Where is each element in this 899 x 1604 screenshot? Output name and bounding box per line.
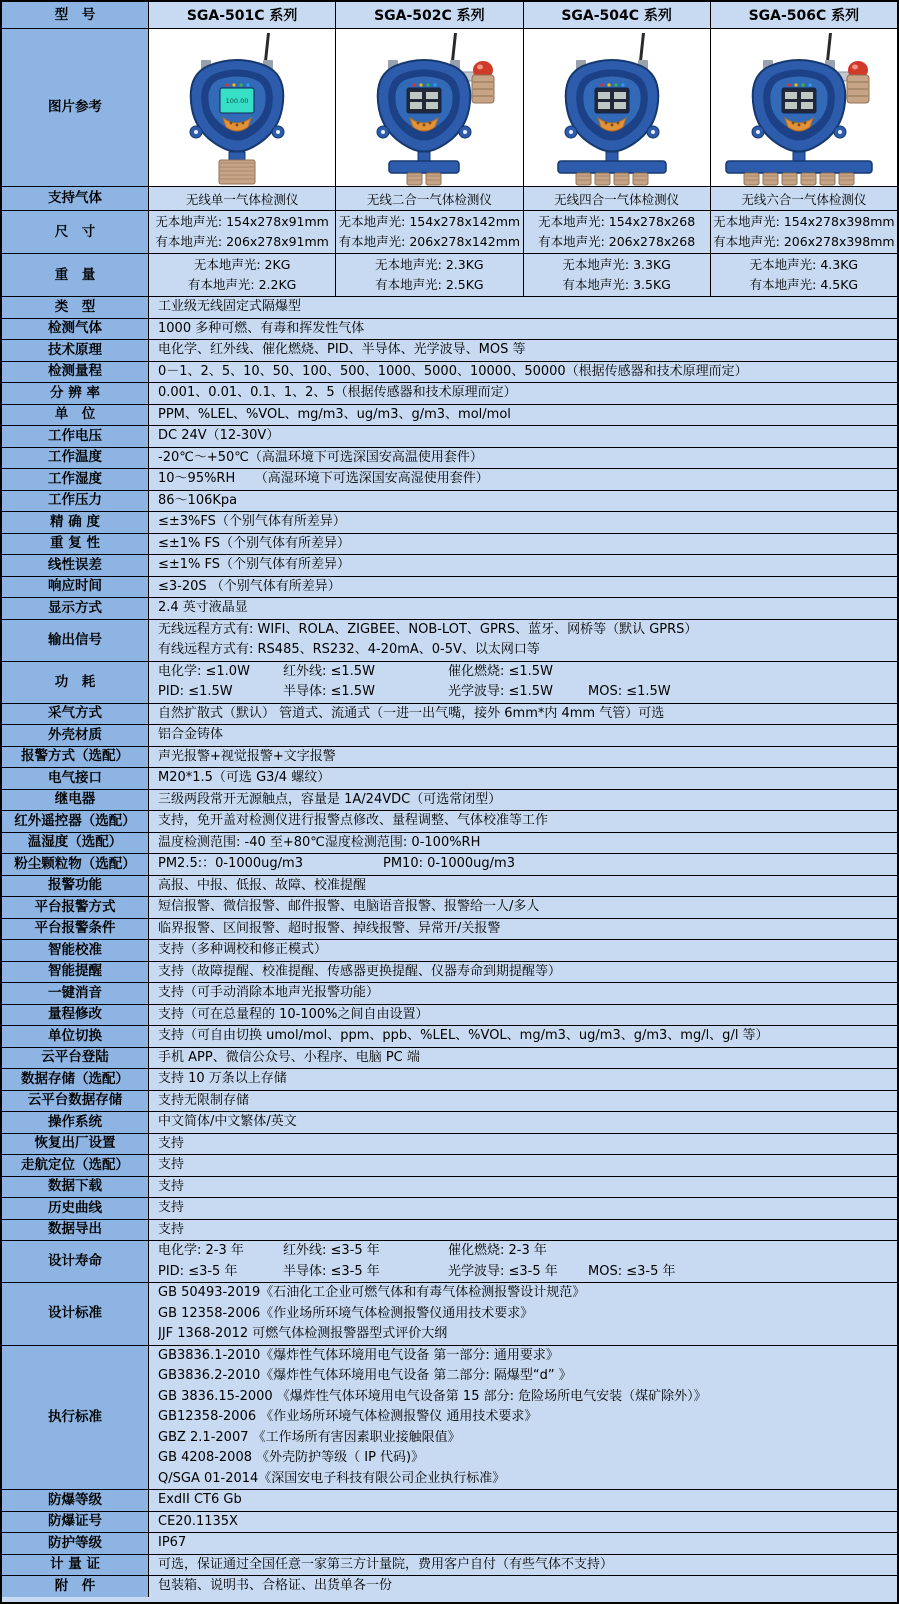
value-line: ≤±1% FS（个别气体有所差异） xyxy=(158,557,351,572)
spec-row xyxy=(2,1555,897,1577)
value-segment: 红外线: ≤1.5W xyxy=(283,663,375,679)
row-label: 设计寿命 xyxy=(2,1241,149,1282)
row-label: 一键消音 xyxy=(2,983,149,1004)
spec-row xyxy=(2,469,897,491)
row-label: 图片参考 xyxy=(2,29,149,186)
row-value xyxy=(149,577,897,598)
value-line: 支持，免开盖对检测仪进行报警点修改、量程调整、气体校准等工作 xyxy=(158,813,549,828)
value-segment: 红外线: ≤3-5 年 xyxy=(283,1243,380,1258)
model-header-sga-504c: SGA-504C 系列 xyxy=(524,2,711,28)
spec-row xyxy=(2,897,897,919)
row-label: 数据导出 xyxy=(2,1220,149,1241)
device-cell-sga-504c xyxy=(524,29,711,186)
row-label: 外壳材质 xyxy=(2,725,149,746)
spec-row xyxy=(2,1069,897,1091)
row-value xyxy=(149,983,897,1004)
header-label-model: 型 号 xyxy=(2,2,149,28)
value-segment: PID: ≤1.5W xyxy=(158,684,233,699)
header-row xyxy=(2,2,897,29)
value-line: 可选，保证通过全国任意一家第三方计量院，费用客户自付（有些气体不支持） xyxy=(158,1556,614,1572)
row-label: 执行标准 xyxy=(2,1346,149,1490)
row-value xyxy=(149,833,897,854)
spec-row xyxy=(2,983,897,1005)
row-value xyxy=(149,1134,897,1155)
spec-row xyxy=(2,662,897,704)
value-line: 2.4 英寸液晶显 xyxy=(158,600,248,615)
row-label: 分 辨 率 xyxy=(2,383,149,404)
value-line xyxy=(158,682,897,703)
value-line xyxy=(158,1262,897,1283)
row-value xyxy=(149,469,897,490)
row-label: 数据下载 xyxy=(2,1177,149,1198)
value-line: GB 50493-2019《石油化工企业可燃气体和有毒气体检测报警设计规范》 xyxy=(158,1285,586,1300)
row-label: 量程修改 xyxy=(2,1005,149,1026)
value-segment: PM10: 0-1000ug/m3 xyxy=(383,856,515,871)
row-value xyxy=(149,1220,897,1241)
spec-row xyxy=(2,319,897,341)
row-label: 设计标准 xyxy=(2,1283,149,1345)
value-line: GB 4208-2008 《外壳防护等级（ IP 代码)》 xyxy=(158,1450,425,1465)
value-line: ≤±3%FS（个别气体有所差异） xyxy=(158,514,346,529)
row-value xyxy=(149,1048,897,1069)
spec-row xyxy=(2,383,897,405)
spec-row xyxy=(2,1198,897,1220)
spec-row xyxy=(2,1512,897,1534)
row-label: 单 位 xyxy=(2,405,149,426)
value-line: 支持 10 万条以上存储 xyxy=(158,1071,287,1086)
row-label: 数据存储（选配） xyxy=(2,1069,149,1090)
value-line: 包装箱、说明书、合格证、出货单各一份 xyxy=(158,1578,393,1593)
value-line: 支持 xyxy=(158,1200,185,1215)
row-label: 智能提醒 xyxy=(2,962,149,983)
supported-gas-value: 无线四合一气体检测仪 xyxy=(524,187,711,210)
spec-row xyxy=(2,1091,897,1113)
spec-row xyxy=(2,448,897,470)
model-header-sga-502c: SGA-502C 系列 xyxy=(336,2,523,28)
value-line: CE20.1135X xyxy=(158,1513,238,1529)
value-line: GB12358-2006 《作业场所环境气体检测报警仪 通用技术要求》 xyxy=(158,1409,538,1424)
spec-row xyxy=(2,577,897,599)
value-segment: PM2.5:：0-1000ug/m3 xyxy=(158,856,303,871)
row-value xyxy=(149,790,897,811)
spec-row xyxy=(2,1026,897,1048)
row-value xyxy=(149,340,897,361)
spec-row xyxy=(2,1346,897,1491)
row-value xyxy=(149,405,897,426)
spec-row xyxy=(2,340,897,362)
row-value xyxy=(149,1346,897,1490)
value-line: 支持（可自由切换 umol/mol、ppm、ppb、%LEL、%VOL、mg/m3、ug/m3、g/m3、mg/l、g/l 等） xyxy=(158,1028,769,1043)
value-line: 铝合金铸体 xyxy=(158,727,224,742)
value-segment: MOS: ≤3-5 年 xyxy=(588,1263,676,1279)
spec-row xyxy=(2,512,897,534)
row-label: 尺 寸 xyxy=(2,211,149,253)
device-cell-sga-506c xyxy=(711,29,897,186)
value-line: 支持（可在总量程的 10-100%之间自由设置） xyxy=(158,1006,429,1022)
spec-row xyxy=(2,598,897,620)
row-value xyxy=(149,1155,897,1176)
row-value xyxy=(149,876,897,897)
value-segment: 电化学: ≤1.0W xyxy=(158,663,250,679)
spec-row xyxy=(2,919,897,941)
spec-row xyxy=(2,620,897,662)
row-label: 平台报警条件 xyxy=(2,919,149,940)
weight-value: 无本地声光: 2KG 有本地声光: 2.2KG xyxy=(149,254,336,296)
spec-row xyxy=(2,405,897,427)
row-value xyxy=(149,1069,897,1090)
row-value xyxy=(149,1177,897,1198)
value-line: GB3836.1-2010《爆炸性气体环境用电气设备 第一部分: 通用要求》 xyxy=(158,1347,559,1363)
value-line: GB 3836.15-2000 《爆炸性气体环境用电气设备第 15 部分: 危险场所电气安装（煤矿除外）》 xyxy=(158,1388,707,1404)
row-label: 平台报警方式 xyxy=(2,897,149,918)
spec-row xyxy=(2,1112,897,1134)
row-value xyxy=(149,768,897,789)
row-label: 工作温度 xyxy=(2,448,149,469)
value-line: M20*1.5（可选 G3/4 螺纹） xyxy=(158,770,331,785)
spec-row xyxy=(2,362,897,384)
row-label: 支持气体 xyxy=(2,187,149,210)
row-label: 功 耗 xyxy=(2,662,149,703)
value-segment: 半导体: ≤1.5W xyxy=(283,684,375,699)
row-value xyxy=(149,1112,897,1133)
spec-row xyxy=(2,811,897,833)
row-label: 云平台数据存储 xyxy=(2,1091,149,1112)
spec-row xyxy=(2,768,897,790)
row-value xyxy=(149,512,897,533)
row-label: 防爆证号 xyxy=(2,1512,149,1533)
weight-value: 无本地声光: 3.3KG 有本地声光: 3.5KG xyxy=(524,254,711,296)
spec-row xyxy=(2,854,897,876)
spec-row xyxy=(2,1220,897,1242)
weight-row xyxy=(2,254,897,297)
value-line: ≤±1% FS（个别气体有所差异） xyxy=(158,535,351,551)
value-line: 高报、中报、低报、故障、校准提醒 xyxy=(158,877,367,893)
row-value xyxy=(149,747,897,768)
value-line: ≤3-20S （个别气体有所差异） xyxy=(158,578,341,594)
spec-row xyxy=(2,876,897,898)
row-label: 工作湿度 xyxy=(2,469,149,490)
row-label: 检测量程 xyxy=(2,362,149,383)
size-value: 无本地声光: 154x278x142mm 有本地声光: 206x278x142mm xyxy=(336,211,523,253)
row-label: 单位切换 xyxy=(2,1026,149,1047)
row-label: 类 型 xyxy=(2,297,149,318)
value-segment: 电化学: 2-3 年 xyxy=(158,1243,244,1258)
row-label: 线性误差 xyxy=(2,555,149,576)
value-line: Q/SGA 01-2014《深国安电子科技有限公司企业执行标准》 xyxy=(158,1470,506,1486)
value-line: 0－1、2、5、10、50、100、500、1000、5000、10000、50000（根据传感器和技术原理而定） xyxy=(158,363,748,379)
row-label: 粉尘颗粒物（选配） xyxy=(2,854,149,875)
value-line: 支持 xyxy=(158,1178,185,1194)
row-label: 历史曲线 xyxy=(2,1198,149,1219)
value-line: -20℃～+50℃（高温环境下可选深国安高温使用套件） xyxy=(158,449,483,465)
row-label: 精 确 度 xyxy=(2,512,149,533)
row-value xyxy=(149,620,897,661)
spec-row xyxy=(2,297,897,319)
value-line: 支持 xyxy=(158,1221,185,1237)
spec-row xyxy=(2,491,897,513)
supported-gas-value: 无线单一气体检测仪 xyxy=(149,187,336,210)
row-label: 检测气体 xyxy=(2,319,149,340)
row-label: 防爆等级 xyxy=(2,1490,149,1511)
value-line: PPM、%LEL、%VOL、mg/m3、ug/m3、g/m3、mol/mol xyxy=(158,406,511,422)
spec-row xyxy=(2,555,897,577)
weight-value: 无本地声光: 4.3KG 有本地声光: 4.5KG xyxy=(711,254,897,296)
spec-row xyxy=(2,940,897,962)
supported-gas-value: 无线二合一气体检测仪 xyxy=(336,187,523,210)
row-label: 技术原理 xyxy=(2,340,149,361)
spec-row xyxy=(2,1533,897,1555)
row-label: 采气方式 xyxy=(2,704,149,725)
row-value xyxy=(149,555,897,576)
spec-row xyxy=(2,704,897,726)
row-value xyxy=(149,962,897,983)
value-line: 中文简体/中文繁体/英文 xyxy=(158,1114,297,1129)
size-value: 无本地声光: 154x278x91mm 有本地声光: 206x278x91mm xyxy=(149,211,336,253)
model-header-sga-506c: SGA-506C 系列 xyxy=(711,2,897,28)
supported-gas-row xyxy=(2,187,897,211)
size-value: 无本地声光: 154x278x398mm 有本地声光: 206x278x398mm xyxy=(711,211,897,253)
value-line: ExdII CT6 Gb xyxy=(158,1492,242,1507)
value-line: 临界报警、区间报警、超时报警、掉线报警、异常开/关报警 xyxy=(158,920,501,936)
value-segment: PID: ≤3-5 年 xyxy=(158,1263,238,1279)
row-label: 重 量 xyxy=(2,254,149,296)
value-line: 支持 xyxy=(158,1135,185,1151)
supported-gas-value: 无线六合一气体检测仪 xyxy=(711,187,897,210)
row-value xyxy=(149,1241,897,1282)
row-value xyxy=(149,319,897,340)
value-line: 支持 xyxy=(158,1157,185,1172)
row-value xyxy=(149,1005,897,1026)
value-segment: MOS: ≤1.5W xyxy=(588,684,671,699)
row-value xyxy=(149,1490,897,1511)
value-segment: 催化燃烧: 2-3 年 xyxy=(448,1243,547,1258)
value-line: 支持无限制存储 xyxy=(158,1092,250,1108)
row-label: 走航定位（选配） xyxy=(2,1155,149,1176)
image-row xyxy=(2,29,897,187)
value-line: 声光报警+视觉报警+文字报警 xyxy=(158,748,336,764)
spec-row xyxy=(2,833,897,855)
size-row xyxy=(2,211,897,254)
spec-row xyxy=(2,1005,897,1027)
row-label: 温湿度（选配） xyxy=(2,833,149,854)
row-value xyxy=(149,1576,897,1597)
value-segment: 半导体: ≤3-5 年 xyxy=(283,1263,380,1279)
value-line xyxy=(158,833,897,854)
value-line xyxy=(158,1241,897,1262)
spec-row xyxy=(2,1241,897,1283)
row-value xyxy=(149,1026,897,1047)
value-line: 86～106Kpa xyxy=(158,492,238,508)
svg-text:100.00: 100.00 xyxy=(225,97,249,105)
row-value xyxy=(149,725,897,746)
row-label: 重 复 性 xyxy=(2,534,149,555)
row-value xyxy=(149,1512,897,1533)
value-line: GBZ 2.1-2007 《工作场所有害因素职业接触限值》 xyxy=(158,1429,461,1445)
spec-row xyxy=(2,1155,897,1177)
row-value xyxy=(149,448,897,469)
value-line: 工业级无线固定式隔爆型 xyxy=(158,299,302,314)
spec-row xyxy=(2,1177,897,1199)
row-label: 附 件 xyxy=(2,1576,149,1597)
spec-row xyxy=(2,426,897,448)
row-value xyxy=(149,1198,897,1219)
device-image-sga-506c xyxy=(711,30,897,186)
spec-row xyxy=(2,1576,897,1597)
value-segment: 温度检测范围: -40 至+80℃ xyxy=(158,834,325,850)
spec-row xyxy=(2,725,897,747)
image-cells xyxy=(149,29,897,186)
size-value: 无本地声光: 154x278x268 有本地声光: 206x278x268 xyxy=(524,211,711,253)
row-label: 工作电压 xyxy=(2,426,149,447)
value-line: 10～95%RH （高湿环境下可选深国安高湿使用套件） xyxy=(158,471,489,486)
value-segment: 湿度检测范围: 0-100%RH xyxy=(324,834,481,850)
row-label: 显示方式 xyxy=(2,598,149,619)
row-value xyxy=(149,919,897,940)
row-value xyxy=(149,940,897,961)
row-value xyxy=(149,1283,897,1345)
row-label: 响应时间 xyxy=(2,577,149,598)
spec-row xyxy=(2,1283,897,1346)
row-value xyxy=(149,598,897,619)
row-label: 操作系统 xyxy=(2,1112,149,1133)
spec-row xyxy=(2,1048,897,1070)
row-value xyxy=(149,534,897,555)
value-line: 支持（故障提醒、校准提醒、传感器更换提醒、仪器寿命到期提醒等） xyxy=(158,963,562,979)
value-line: 0.001、0.01、0.1、1、2、5（根据传感器和技术原理而定） xyxy=(158,385,517,400)
row-label: 电气接口 xyxy=(2,768,149,789)
device-image-sga-504c xyxy=(524,30,710,186)
row-value xyxy=(149,704,897,725)
value-line: GB 12358-2006《作业场所环境气体检测报警仪通用技术要求》 xyxy=(158,1305,534,1321)
row-value xyxy=(149,383,897,404)
row-value xyxy=(149,1533,897,1554)
value-segment: 催化燃烧: ≤1.5W xyxy=(448,663,553,679)
row-value xyxy=(149,426,897,447)
row-label: 红外遥控器（选配） xyxy=(2,811,149,832)
weight-value: 无本地声光: 2.3KG 有本地声光: 2.5KG xyxy=(336,254,523,296)
spec-row xyxy=(2,1134,897,1156)
value-line: 电化学、红外线、催化燃烧、PID、半导体、光学波导、MOS 等 xyxy=(158,342,526,357)
row-label: 报警方式（选配） xyxy=(2,747,149,768)
value-line: 短信报警、微信报警、邮件报警、电脑语音报警、报警给一人/多人 xyxy=(158,899,540,914)
value-segment: 光学波导: ≤3-5 年 xyxy=(448,1263,558,1279)
spec-row xyxy=(2,790,897,812)
device-cell-sga-502c xyxy=(336,29,523,186)
value-segment: 光学波导: ≤1.5W xyxy=(448,684,553,699)
value-line: 自然扩散式（默认） 管道式、流通式（一进一出气嘴，接外 6mm*内 4mm 气管）可选 xyxy=(158,705,665,721)
value-line: 无线远程方式有: WIFI、ROLA、ZIGBEE、NOB-LOT、GPRS、蓝牙、网桥等（默认 GPRS） xyxy=(158,621,698,637)
header-cells xyxy=(149,2,897,28)
value-line: 支持（可手动消除本地声光报警功能） xyxy=(158,985,380,1000)
spec-row xyxy=(2,747,897,769)
row-label: 云平台登陆 xyxy=(2,1048,149,1069)
row-label: 输出信号 xyxy=(2,620,149,661)
device-cell-sga-501c xyxy=(149,29,336,186)
row-value xyxy=(149,1555,897,1576)
row-value xyxy=(149,297,897,318)
value-line: JJF 1368-2012 可燃气体检测报警器型式评价大纲 xyxy=(158,1326,448,1341)
row-label: 工作压力 xyxy=(2,491,149,512)
device-image-sga-501c xyxy=(149,30,335,186)
row-label: 防护等级 xyxy=(2,1533,149,1554)
value-line: GB3836.2-2010《爆炸性气体环境用电气设备 第二部分: 隔爆型“d” 》 xyxy=(158,1368,572,1383)
value-line: IP67 xyxy=(158,1535,187,1550)
value-line: 有线远程方式有: RS485、RS232、4-20mA、0-5V、以太网口等 xyxy=(158,642,540,657)
value-line: 支持（多种调校和修正模式） xyxy=(158,942,328,957)
model-header-sga-501c: SGA-501C 系列 xyxy=(149,2,336,28)
row-label: 智能校准 xyxy=(2,940,149,961)
value-line: 三级两段常开无源触点，容量是 1A/24VDC（可选常闭型） xyxy=(158,791,502,807)
row-value xyxy=(149,1091,897,1112)
row-value xyxy=(149,362,897,383)
row-label: 恢复出厂设置 xyxy=(2,1134,149,1155)
row-label: 计 量 证 xyxy=(2,1555,149,1576)
spec-row xyxy=(2,1490,897,1512)
row-value xyxy=(149,491,897,512)
row-value xyxy=(149,897,897,918)
value-line: 手机 APP、微信公众号、小程序、电脑 PC 端 xyxy=(158,1049,420,1065)
value-line xyxy=(158,854,897,875)
value-line: 1000 多种可燃、有毒和挥发性气体 xyxy=(158,320,365,336)
device-image-sga-502c xyxy=(336,30,522,186)
row-value xyxy=(149,854,897,875)
row-label: 报警功能 xyxy=(2,876,149,897)
row-value xyxy=(149,662,897,703)
value-line: DC 24V（12-30V） xyxy=(158,428,280,443)
spec-row xyxy=(2,962,897,984)
row-label: 继电器 xyxy=(2,790,149,811)
row-value xyxy=(149,811,897,832)
spec-row xyxy=(2,534,897,556)
value-line xyxy=(158,662,897,683)
